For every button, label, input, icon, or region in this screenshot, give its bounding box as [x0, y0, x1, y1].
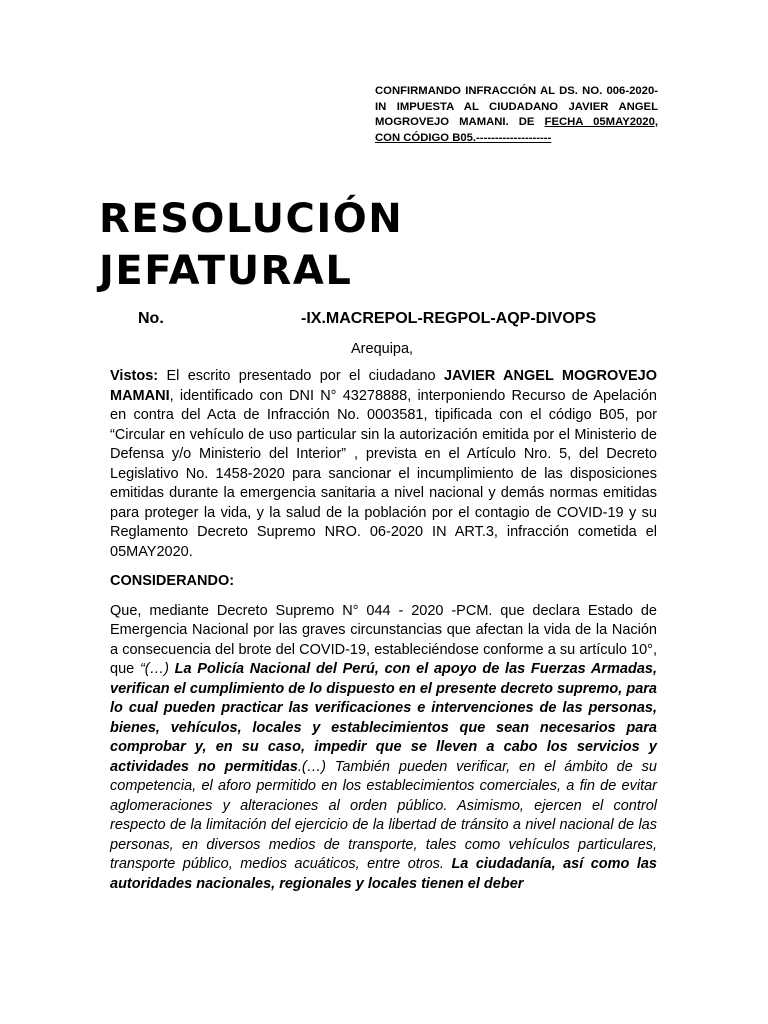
citizen-name: JAVIER ANGEL MOGROVEJO MAMANI: [110, 368, 657, 404]
document-body: [110, 367, 657, 904]
considerando-heading: CONSIDERANDO:: [110, 573, 235, 589]
vistos-text: El escrito presentado por el ciudadano: [158, 368, 444, 384]
quoted-italic-text: .(…) También pueden verificar, en el ámbito de su competencia, el aforo permitido en los establecimientos comerciales, a fin de evitar aglomeraciones y alteraciones al orden público. Asimismo, ejercen el control respecto de la limitación del ejercicio de la libertad de tránsito a nivel nacional de las personas, en diversos medios de transporte, tales como vehículos particulares, transporte público, medios acuáticos, entre otros.: [110, 758, 657, 872]
place-date: Arequipa,: [351, 341, 414, 357]
quoted-bold-text: La Policía Nacional del Perú, con el apoyo de las Fuerzas Armadas, verifican el cumplimiento de lo dispuesto en el presente decreto supremo, para lo cual pueden practicar las verificaciones e intervenciones de las personas, bienes, vehículos, locales y establecimientos que sean necesarios para comprobar y, en su caso, impedir que se lleven a cabo los servicios y actividades no permitidas: [110, 661, 658, 775]
vistos-paragraph: [110, 367, 657, 562]
resolution-summary: [375, 84, 658, 146]
vistos-text-cont: , identificado con DNI N° 43278888, interponiendo Recurso de Apelación en contra del Acta de Infracción No. 0003581, tipificada con el código B05, por “Circular en vehículo de uso particular sin la autorización emitida por el Ministerio de Defensa y/o Ministerio del Interior” , prevista en el Artículo Nro. 5, del Decreto Legislativo No. 1458-2020 para sancionar el incumplimiento de las disposiciones emitidas durante la emergencia sanitaria a nivel nacional y demás normas emitidas para proteger la vida, y la salud de la población por el contagio de COVID-19 y su Reglamento Decreto Supremo NRO. 06-2020 IN ART.3, infracción cometida el 05MAY2020.: [110, 387, 657, 560]
title-line-2: JEFATURAL: [99, 248, 353, 294]
number-code: -IX.MACREPOL-REGPOL-AQP-DIVOPS: [301, 310, 597, 327]
vistos-label: Vistos:: [110, 368, 159, 384]
quote-open: “(…): [139, 661, 175, 677]
considerando-text: Que, mediante Decreto Supremo N° 044 - 2020 -PCM. que declara Estado de Emergencia Nacional por las graves circunstancias que afectan la vida de la Nación a consecuencia del brote del COVID-19, estableciéndose conforme a su artículo 10°, que: [110, 602, 657, 677]
summary-text: CONFIRMANDO INFRACCIÓN AL DS. NO. 006-2020-IN IMPUESTA AL CIUDADANO JAVIER ANGEL MOGROVEJO MAMANI. DE: [375, 85, 658, 128]
resolution-number: [138, 310, 658, 328]
number-label: No.: [138, 310, 164, 327]
document-title: [99, 193, 403, 297]
title-line-1: RESOLUCIÓN: [99, 196, 404, 242]
summary-text-underlined: FECHA 05MAY2020, CON CÓDIGO B05.--------------------: [375, 116, 659, 144]
quoted-bold-text-2: La ciudadanía, así como las autoridades nacionales, regionales y locales tienen el deber: [110, 856, 657, 892]
considerando-paragraph: [110, 602, 657, 895]
